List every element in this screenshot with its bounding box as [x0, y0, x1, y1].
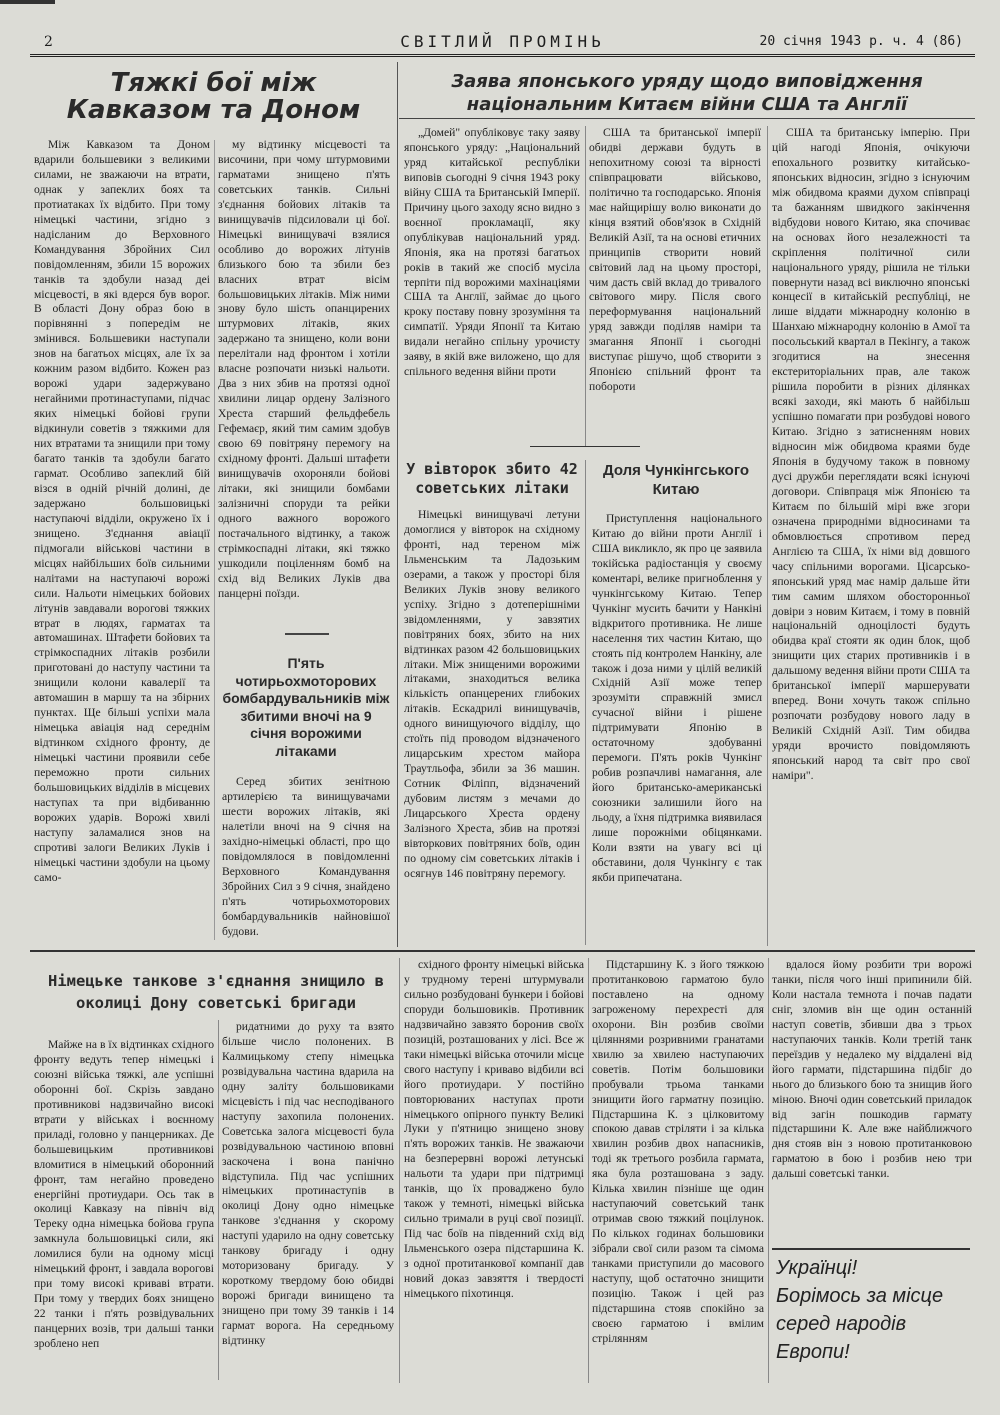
article5-body: Приступлення національного Китаю до війни проти Англії і США викликло, як про це заявила токійська радіостанція у своєму коментарі, велике пригноблення у чункінгському Китаю. Тепер Чункінг мусить бачити у Нанкіні відкритого противника. Не лише населення тих частин Китаю, що стоять під контролем Нанкіну, але також і доза ними у цілій великій Східній Азії може тепер зрозуміти справжній змисл сучасної війни і рішене підтримувати Японію в остаточному здобуванні перемоги. П'ять років Чункінг робив розпачливі намагання, але його британсько-американські союзники залишили його на льоду, а їхня підтримка виявилася лише порожніми обіцянками. Коли взяти на увагу всі ці обставини, доля Чункінгу є так якби припечатана. — [592, 512, 762, 884]
column-rule-a4 — [585, 460, 586, 945]
article1-col1 — [34, 138, 210, 938]
article4-body-wrap — [404, 508, 580, 944]
article5-headline: Доля Чункінгського Китаю — [602, 462, 750, 498]
article3-col1-text: „Домей" опубліковує таку заяву японського уряду: „Національний уряд китайської республіки виповів сьогодні 9 січня 1943 року війну США та Британській Імперії. Причину цього заходу ясно видно з воєнної прокламації, яку опублікував національний уряд. Японія, яка на протязі багатьох років в такий же спосіб мусіла терпіти під ворожими махінаціями США та Англії, займає до цього кроку поставу повну зрозуміння та симпатії. Уряди Японії та Китаю видали негайно спільну урочисту заяву, в якій вже виложено, що для спільного ведення війни проти — [404, 126, 580, 379]
article1-col2 — [218, 138, 390, 618]
corner-mark — [0, 0, 55, 4]
article6-headline: Німецьке танкове з'єднання знищило в околиці Дону советські бригади — [48, 972, 384, 1012]
article6-col5-text: вдалося йому розбити три ворожі танки, після чого інші припинили бій. Коли настала темнота і почав падати сніг, зломив він ще один останній наступ советів, збивши два з трьох наступаючих танків. Коли третій танк переїздив у недалеко му віддалені від його гармати, підстаршина підбіг до нього до близького бою та знищив його міною. Вночі один советський приладок від загін пошкодив гармату підстаршини К. Але вже найближчого дня стояв він з новою протитанковою гарматою в бою і розбив нею три дальші советські танки. — [772, 958, 972, 1181]
column-rule-a6-1 — [218, 1020, 219, 1380]
article2-body: Серед збитих зенітною артилерією та винищувачами шести ворожих літаків, які налетіли вночі на 9 січня на західно-німецькі області, про що повідомлялося в повідомленні Верховного Командування Збройних Сил з 9 січня, знайдено п'ять чотирьохмоторових бомбардувальників найновішої будови. — [222, 775, 390, 938]
slogan-divider — [772, 1248, 970, 1250]
slogan-line-4: Европи! — [776, 1341, 850, 1363]
slogan-line-1: Українці! — [776, 1257, 858, 1279]
masthead — [30, 30, 975, 57]
article3-col3 — [772, 126, 970, 936]
article2-body-wrap — [222, 775, 390, 943]
column-rule-a6-2 — [399, 958, 400, 1383]
article6-col4 — [592, 958, 764, 1385]
article3-underline — [399, 118, 975, 119]
column-rule-a3-2 — [767, 126, 768, 946]
article6-col1 — [34, 1038, 214, 1383]
article3-col2-text: США та британської імперії обидві держави будуть в непохитному союзі та вірності співпрацювати військово, політично та господарсько. Японія має найщирішу волю виконати до кінця взятий обов'язок в Східній Великій Азії, та на основі етичних принципів створити новий світовий лад на цьому просторі, чим дасть свій вклад до тривалого світового миру. Після свого переформування національний уряд завжди поділяв наміри та змагання Японії і сьогодні виступає рішучо, щоб створити з Японією спільний фронт та побороти — [589, 126, 761, 394]
page-number: 2 — [44, 34, 53, 50]
column-rule-a3-1 — [585, 126, 586, 446]
column-rule-a6-3 — [588, 958, 589, 1383]
article6-col5 — [772, 958, 972, 1240]
slogan-line-3: серед народів — [776, 1313, 907, 1335]
article6-col1-text: Майже на в їх відтинках східного фронту ведуть тепер німецькі і союзні війська тяжкі, але успішні оборонні бої. Скрізь завдано противникові надзвичайно високі втрати у військах і воєнному приладі, головно у панцерниках. Де большевицьким противникові вломитися в німецький оборонний фронт, там негайно проведено енергійні протиудари. Ось так в околиці Кавказу на північ від Тереку одна німецька бойова група замкнула большовицькі сили, які ломилися були на одному місці німецький фронт, і завдала ворогові при тому високі кривавi втрати. При тому у твердих боях знищено 22 танки і п'ять розвідувальних панцерних возів, три дальші танки зроблено неп — [34, 1038, 214, 1351]
article4-headline: У вівторок збито 42 советських літаки — [406, 460, 578, 497]
divider-short — [285, 633, 329, 635]
article6-col3-text: східного фронту німецькі війська у трудному терені штурмували сильно розбудовані бункери і бойові споруди большовиків. Противник надзвичайно завзято боронив своїх позицій, розташованих у лісі. Все ж таки німецькі війська оточили місце свого наступу і криваво відбили всі його протиудари. У постійно повторюваних наступах проти німецького опірного пункту Великі Луки у п'ятницю знищено знову п'ять ворожих танків. Не зважаючи на безперервні ворожі летунські нальоти та удари при підтримці танків, що їх проваджено було також у темноті, німецькі війська сильно тримали в руці свої позиції. Під час боїв на південний схід від Ільменського озера підстаршина К. з одної протитанкової компанії дав новий доказ завзяття і твердості німецького піхотинця. — [404, 958, 584, 1300]
article1-col2-text: му відтинку місцевості та височини, при чому штурмовими гарматами знищено п'ять советських танків. Сильні з'єднання бойових літаків та винищувачів підсиловали ці бої. Німецькі винищувачі взялися особливо до ворожих літунів близького бою та збили без власних втрат вісім большовицьких літаків. Між ними знову було шість опанцирених штурмових літаків, яких задержано та знищено, коли вони перелітали над фронтом і хотіли власне розпочати низькі нальоти. Два з них збив на протязі одної хвилини лицар ордену Залізного Хреста старший фельдфебель Гефемаєр, який тим самим здобув свою 69 повітряну перемогу на східному фронті. Дальші штафети винищувачів охороняли бойові літаки, які знищили бомбами залізничні споруди та рейки одного важного ворожого постачального відтинку, а також стрімкоспадні літаки, які тяжко ушкодили поціленням бомб на схід від Великих Луків два панцерні поїзди. — [218, 138, 390, 600]
newspaper-title: СВІТЛИЙ ПРОМІНЬ — [400, 32, 605, 51]
section-divider — [30, 950, 975, 952]
column-rule-a1 — [214, 140, 215, 940]
article6-col2-text: ридатними до руху та взято більше число полонених. В Калмицькому степу німецька розвідувальна частина вдарила на одну заліту большовиками місцевість і під час несподіваного наступу захопила полонених. Советська залога місцевості була розвідувальною частиною вповні заскочена і вона панічно відступила. Під час успішних німецьких протинаступів в околиці Дону одно німецьке танкове з'єднання у скорому наступі ударило на одну советську танкову бригаду і одну моторизовану бригаду. У короткому твердому бою обидві ворожі бригади винищено та знищено при тому 39 танків і 14 гармат ворога. На середньому відтинку — [222, 1020, 394, 1348]
issue-date: 20 січня 1943 р. ч. 4 (86) — [759, 34, 963, 49]
article4-body: Німецькі винищувачі летуни домоглися у вівторок на східному фронті, над тереном між Ільменським та Ладозьким озерами, а також у просторі біля Великих Луків знову великого успіху. Згідно з дотеперішніми звідомленнями, у завзятих повітряних боях, збито на них відтинках разом 42 большовицьких літаки. Між знищеними ворожими літаками, знаходиться велика кількість опанцерених глибоких літаків. Ескадрилі винищувачів, одного винищуючого відділу, що стоїть під проводом відзначеного лицарським хрестом майора Траутльофа, збили за 36 машин. Сотник Філіпп, відзначений дубовим листям з мечами до Лицарського Хреста ордену Залізного Хреста, збив на протязі вівторкових повітряних боїв, один по одному сім советських літаків і осягнув 146 повітряну перемогу. — [404, 508, 580, 880]
article1-col1-text: Між Кавказом та Доном вдарили большевики з великими силами, не зважаючи на втрати, однак у запеклих боях та протиатаках їх відбито. При тому німецькі частини, згідно з надісланим до Верховного Командування Збройних Сил повідомленням, збили 15 ворожих танків та здобули назад деі місцевості, в які вдерся був ворог. В області Дону образ бою в порівнянні з попередім не змінився. Большевики наступали знов на багатьох місцях, але їх за кожним разом відбито. Кожен раз ворожі удари задержувано негайними протинаступами, підчас яких німецькі бойові групи відкинули советів з тяжкими для них втратами та знищили при тому багато танків та здобули багато гармат. Особливо запеклий бій візся в одній річній долині, де задержано большовицькі наступаючі відділи, окружено їх і знищено. З'єднання авіації підмогали військові частини в місцях найбільших боїв сильними налітами на наступаючі ворожі сили. Нальоти німецьких бойових літунів завдавали ворогові тяжких втрат в людях, гарматах та автомашинах. Штафети бойових та стрімкоспадних літаків розбили приготовані до наступу частини та знищили колони кавалерії та автомашин в маршу та на збірних пунктах. Ще більші успіхи мала німецька авіація над середнім відтинком східного фронту, де німецькі частини проявили себе переможно проти сильних большовицьких відділів в місцевих наступах та при відбиванню ворожих ударів. Ворожі хвилі наступу заламалися знов на спротиві залоги Великих Луків і німецькі частини здобули на цьому само- — [34, 138, 210, 884]
divider-mid — [530, 446, 640, 447]
article5-body-wrap — [592, 512, 762, 944]
article2-headline: П'ять чотирьохмоторових бомбардувальників між збитими вночі на 9 січня ворожими літаками — [222, 655, 390, 759]
column-rule-main — [397, 62, 398, 947]
slogan-line-2: Борімось за місце — [776, 1285, 944, 1307]
article3-col2 — [589, 126, 761, 444]
article3-headline: Заява японського уряду щодо виповідження національним Китаєм війни США та Англії — [451, 71, 923, 115]
article3-col3-text: США та британську імперію. При цій нагоді Японія, очікуючи епохального розвитку китайсько-японських відносин, згідно з існуючим між обидвома краями духом співпраці та бажанням швидкого закінчення відбудови нового Китаю, яка спочиває на основах його незалежності та скріплення політичної сили національного уряду, рішила не тільки повернути назад всі виключно японські концесії в китайській республіці, не лише віддати міжнародну колонію в Шанхаю міжнародну колонію в Амої та посольський квартал в Пекінгу, а також згодитися на знесення екстериторіальних прав, але також рішила поробити в різних ділянках всякі заходи, які мають б найбільш успішно помагати при розбудові нового Китаю. Згідно з затисненням нових відносин між обидвома краями буде Японія в будучому також в повному дусі дружби переглядати всякі існуючі договори. Співпраця між Японією та Китаєм по більшій мірі вже згори означена природніми відносинами та обмовлюється спротивом перед Англією та США, їх німи від довшого часу спільними ворогами. Цісарсько-японський уряд має намір дальше йти тим самим шляхом обосторонньої довіри з новим Китаєм, і тому в повній національній одноцілості будуть обидва краї стояти як один блок, щоб знищити цих старих противників і в дальшому ведення війни проти США та британської імперії маршерувати вперед. Вони хочуть також спільно розпочати розбудову нового ладу в Великій Східній Азії. Тим обидва уряди врочисто повідомляють японський народ та світ про свої наміри". — [772, 126, 970, 782]
column-rule-a6-4 — [768, 958, 769, 1383]
article1-headline: Тяжкі бої між Кавказом та Доном — [66, 68, 361, 126]
article6-col4-text: Підстаршину К. з його тяжкою протитанковою гарматою було поставлено на одному загроженому перехресті для охорони. Він розбив своїми ціляннями розривними гранатами хвилю за хвилею наступаючих советів. Потім большовики пробували трьома танками знищити його гарматну позицію. Підстаршина К. з цілковитому спокою давав стріляти і за кілька хвилин розбив двох напасників, тоді як третього розбила гармата, яка була розташована з заду. Кілька хвилин пізніше ще один наступаючий советський танк отримав свою тяжкий поцілунок. По кількох годинах большовики зібрали свої сили разом та сімома танками приступили до масового наступу, щоб остаточно знищити позицію. Також і цей раз підстаршина стояв спокійно за своєю гарматою і вмілим стрілянням — [592, 958, 764, 1345]
article3-col1 — [404, 126, 580, 444]
article6-col2 — [222, 1020, 394, 1385]
article6-col3 — [404, 958, 584, 1385]
slogan-box — [772, 1254, 972, 1366]
